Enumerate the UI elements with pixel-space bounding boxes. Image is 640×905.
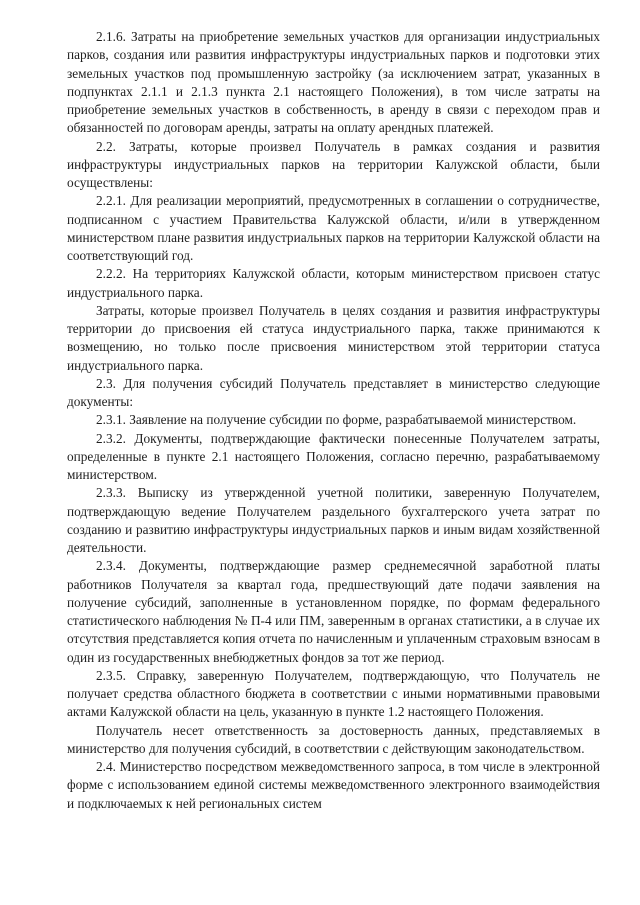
- document-page: [67, 28, 600, 813]
- paragraph-2-2-2: 2.2.2. На территориях Калужской области, которым министерством присвоен статус индустриального парка.: [67, 266, 600, 300]
- paragraph-2-4: 2.4. Министерство посредством межведомственного запроса, в том числе в электронной форме с использованием единой системы межведомственного электронного взаимодействия и подключаемых к ней региональных систем: [67, 759, 600, 811]
- paragraph-responsibility: Получатель несет ответственность за достоверность данных, представляемых в министерство для получения субсидий, в соответствии с действующим законодательством.: [67, 722, 600, 756]
- paragraph-2-2-1: 2.2.1. Для реализации мероприятий, предусмотренных в соглашении о сотрудничестве, подписанном с участием Правительства Калужской области, и/или в утвержденном министерством плане развития индустриальных парков на территории Калужской области на соответствующий год.: [67, 193, 600, 263]
- paragraph-2-3: 2.3. Для получения субсидий Получатель представляет в министерство следующие документы:: [67, 375, 600, 409]
- paragraph-2-3-1: 2.3.1. Заявление на получение субсидии по форме, разрабатываемой министерством.: [96, 412, 577, 428]
- paragraph-2-2: 2.2. Затраты, которые произвел Получатель в рамках создания и развития инфраструктуры индустриальных парков на территории Калужской области, были осуществлены:: [67, 138, 600, 190]
- paragraph-2-3-4: 2.3.4. Документы, подтверждающие размер среднемесячной заработной платы работников Получателя за квартал года, предшествующий дате подачи заявления на получение субсидий, заполненные в установленном порядке, по формам федерального статистического наблюдения № П-4 или ПМ, заверенным в органах статистики, а в случае их отсутствия представляется копия отчета по начисленным и уплаченным страховым взносам в один из государственных внебюджетных фондов за тот же период.: [67, 558, 600, 665]
- paragraph-2-1-6: 2.1.6. Затраты на приобретение земельных участков для организации индустриальных парков, создания или развития инфраструктуры индустриальных парков и подготовки этих земельных участков под промышленную застройку (за исключением затрат, указанных в подпунктах 2.1.1 и 2.1.3 пункта 2.1 настоящего Положения), в том числе затраты на приобретение земельных участков в собственность, в аренду в связи с переходом прав и обязанностей по договорам аренды, затраты на оплату арендных платежей.: [67, 29, 600, 136]
- paragraph-2-3-5: 2.3.5. Справку, заверенную Получателем, подтверждающую, что Получатель не получает средства областного бюджета в соответствии с иными нормативными правовыми актами Калужской области на цель, указанную в пункте 1.2 настоящего Положения.: [67, 667, 600, 720]
- paragraph-infrastructure-costs: Затраты, которые произвел Получатель в целях создания и развития инфраструктуры территории до присвоения ей статуса индустриального парка, также принимаются к возмещению, но только после присвоения министерством этой территории статуса индустриального парка.: [67, 302, 600, 373]
- paragraph-2-3-2: 2.3.2. Документы, подтверждающие фактически понесенные Получателем затраты, определенные в пункте 2.1 настоящего Положения, согласно перечню, разрабатываемому министерством.: [67, 430, 600, 482]
- paragraph-2-3-3: 2.3.3. Выписку из утвержденной учетной политики, заверенную Получателем, подтверждающую ведение Получателем раздельного бухгалтерского учета затрат по созданию и развитию инфраструктуры индустриальных парков и иным видам хозяйственной деятельности.: [67, 485, 600, 555]
